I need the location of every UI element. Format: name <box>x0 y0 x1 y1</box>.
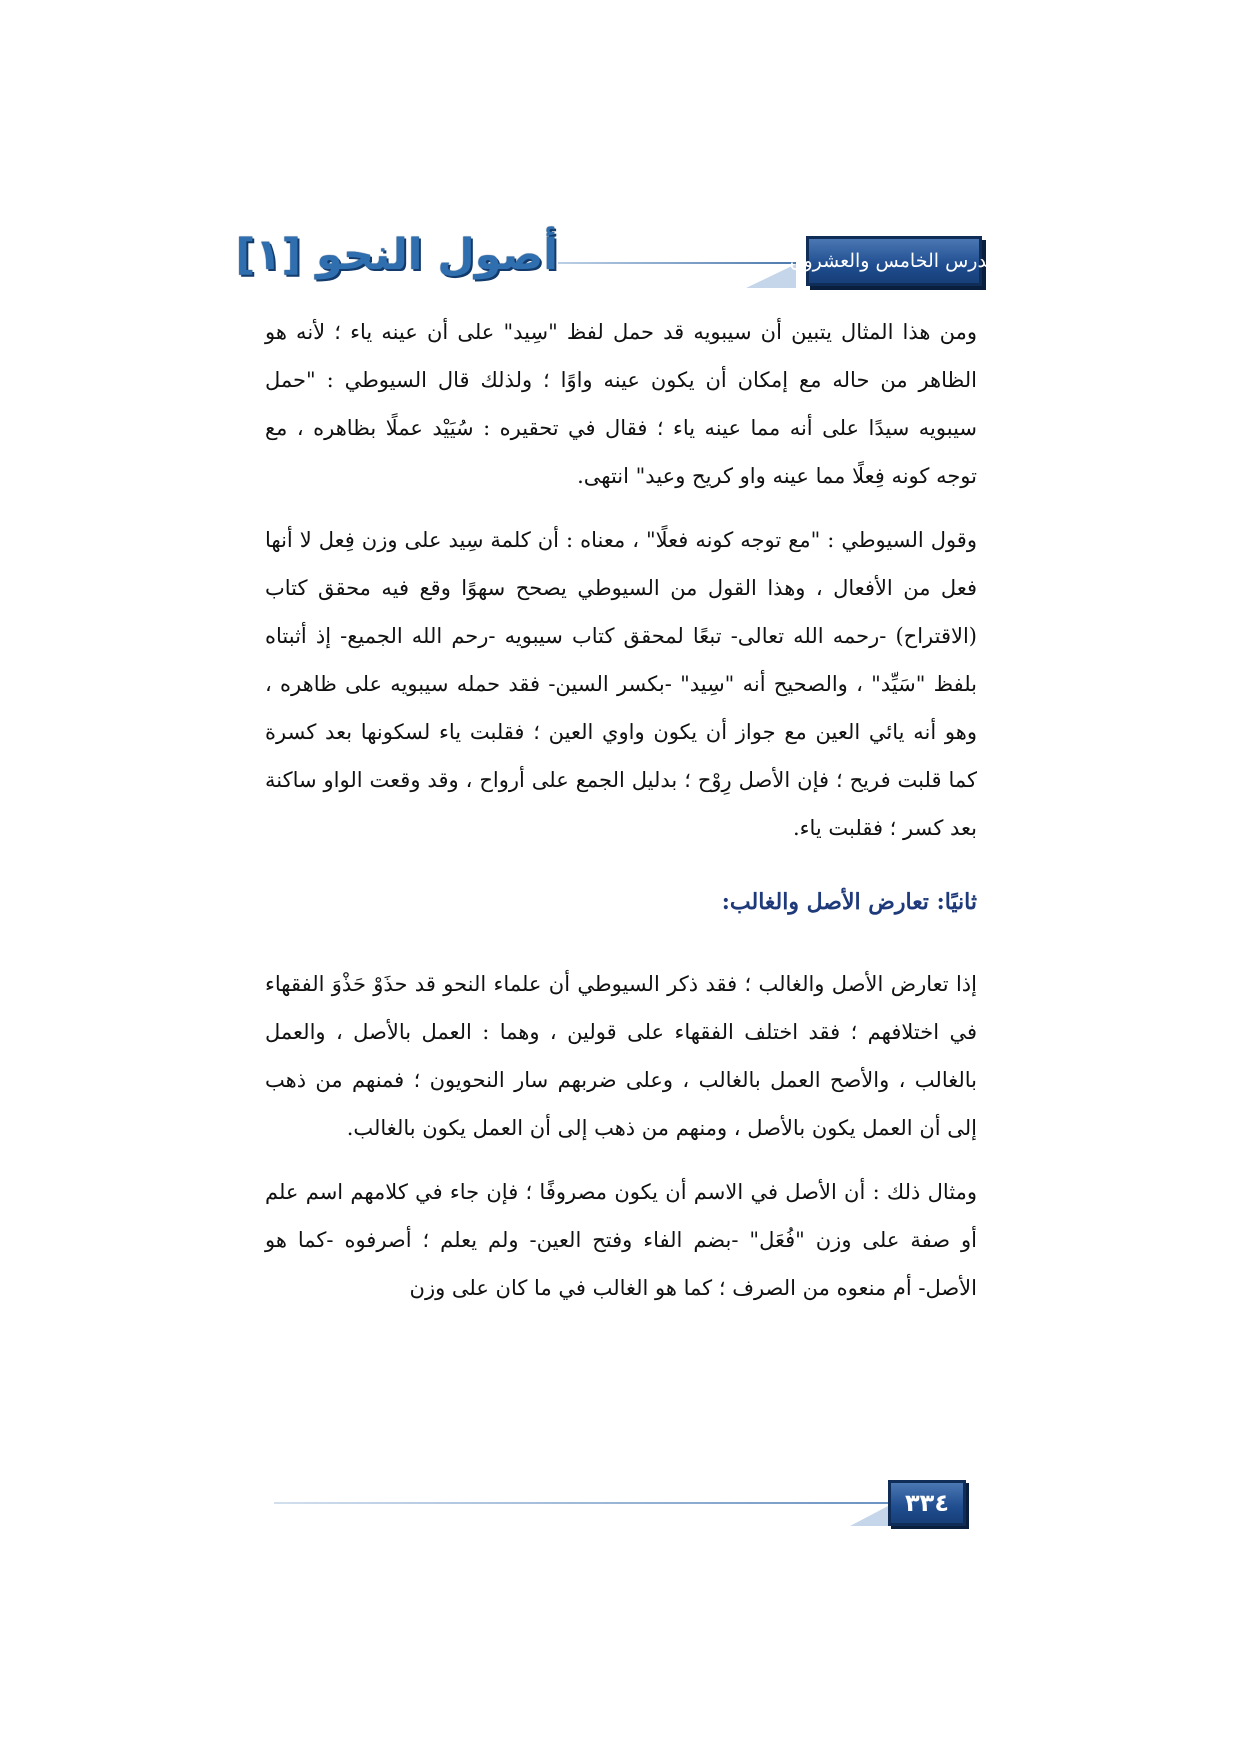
paragraph-3: إذا تعارض الأصل والغالب ؛ فقد ذكر السيوطي أن علماء النحو قد حذَوْ حَذْوَ الفقهاء في اختلافهم ؛ فقد اختلف الفقهاء على قولين ، وهما : العمل بالأصل ، والعمل بالغالب ، والأصح العمل بالغالب ، وعلى ضربهم سار النحويون ؛ فمنهم من ذهب إلى أن العمل يكون بالأصل ، ومنهم من ذهب إلى أن العمل يكون بالغالب. <box>265 972 977 1140</box>
footer-divider <box>274 1502 890 1504</box>
paragraph-2: وقول السيوطي : "مع توجه كونه فعلًا" ، معناه : أن كلمة سِيد على وزن فِعل لا أنها فعل من الأفعال ، وهذا القول من السيوطي يصحح سهوًا وقع فيه محقق كتاب (الاقتراح) -رحمه الله تعالى- تبعًا لمحقق كتاب سيبويه -رحم الله الجميع- إذ أثبتاه بلفظ "سَيِّد" ، والصحيح أنه "سِيد" -بكسر السين- فقد حمله سيبويه على ظاهره ، وهو أنه يائي العين مع جواز أن يكون واوي العين ؛ فقلبت ياء لسكونها بعد كسرة كما قلبت فريح ؛ فإن الأصل رِوْح ؛ بدليل الجمع على أرواح ، وقد وقعت الواو ساكنة بعد كسر ؛ فقلبت ياء. <box>265 528 977 840</box>
lesson-badge <box>789 236 999 286</box>
paragraph-4: ومثال ذلك : أن الأصل في الاسم أن يكون مصروفًا ؛ فإن جاء في كلامهم اسم علم أو صفة على وزن "فُعَل" -بضم الفاء وفتح العين- ولم يعلم ؛ أصرفوه -كما هو الأصل- أم منعوه من الصرف ؛ كما هو الغالب في ما كان على وزن <box>265 1180 977 1300</box>
page-body <box>265 308 977 1328</box>
page-number: ٣٣٤ <box>888 1480 966 1526</box>
header-divider-wedge <box>746 264 796 288</box>
paragraph-1: ومن هذا المثال يتبين أن سيبويه قد حمل لفظ "سِيد" على أن عينه ياء ؛ لأنه هو الظاهر من حاله مع إمكان أن يكون عينه واوًا ؛ ولذلك قال السيوطي : "حمل سيبويه سيدًا على أنه مما عينه ياء ؛ فقال في تحقيره : سُيَيْد عملًا بظاهره ، مع توجه كونه فِعلًا مما عينه واو كريح وعيد" انتهى. <box>265 320 977 488</box>
page-header <box>235 228 999 296</box>
book-title: أصول النحو [١] <box>235 230 558 280</box>
lesson-label: الدرس الخامس والعشرون <box>789 250 999 272</box>
footer-divider-wedge <box>850 1504 892 1526</box>
section-heading: ثانيًا: تعارض الأصل والغالب: <box>721 889 977 915</box>
